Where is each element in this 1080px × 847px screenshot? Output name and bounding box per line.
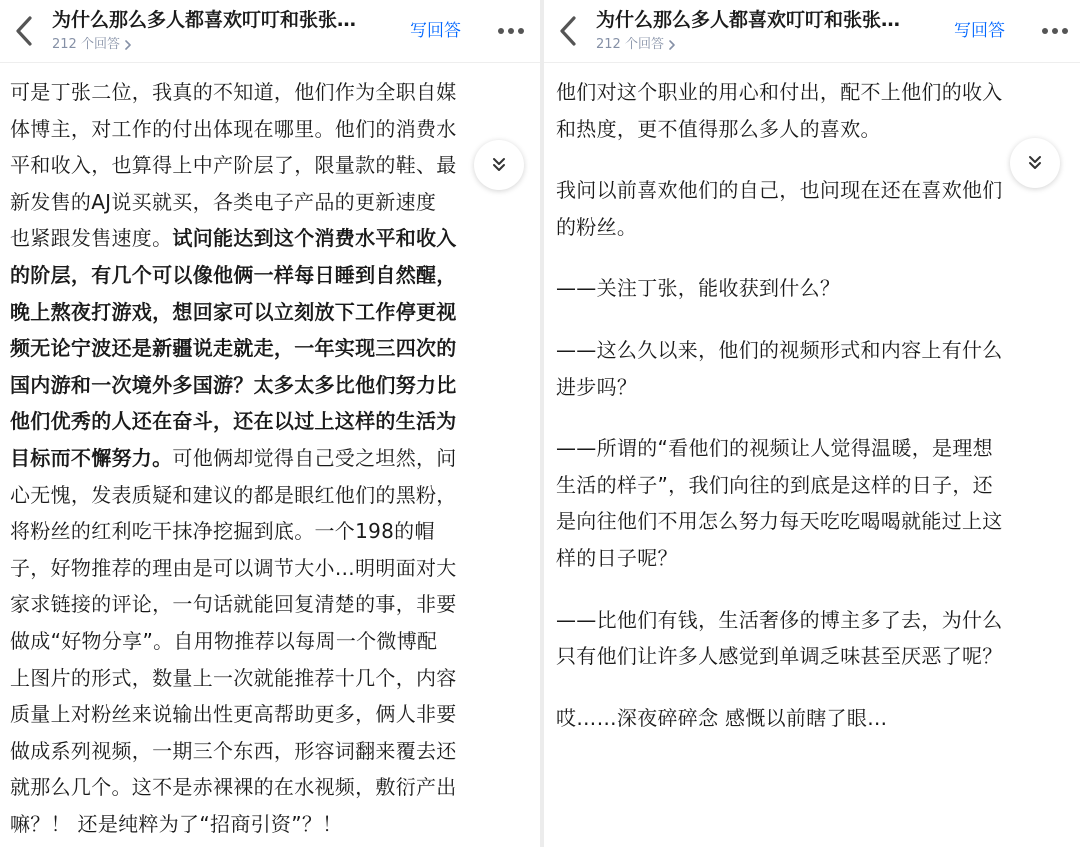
- question-title: 为什么那么多人都喜欢叮叮和张张…: [596, 9, 901, 31]
- answer-line: 将粉丝的红利吃干抹净挖掘到底。一个198的帽: [10, 519, 435, 544]
- double-chevron-down-icon: [490, 156, 508, 174]
- back-button[interactable]: [556, 14, 580, 48]
- more-button[interactable]: [493, 19, 529, 43]
- answer-line: 质量上对粉丝来说输出性更高帮助更多，俩人非要: [10, 702, 457, 727]
- write-answer-button[interactable]: 写回答: [954, 21, 1005, 41]
- answer-count: 212 个回答: [596, 37, 664, 52]
- answer-line: 他们优秀的人还在奋斗，还在以过上这样的生活为: [10, 409, 457, 434]
- answer-line: 嘛？！ 还是纯粹为了“招商引资”？！: [10, 811, 343, 836]
- answer-content: [10, 74, 457, 842]
- more-dots-icon: [1037, 19, 1073, 43]
- answer-line: ——关注丁张，能收获到什么？: [556, 276, 841, 301]
- answer-line: 做成系列视频，一期三个东西，形容词翻来覆去还: [10, 738, 457, 763]
- collapse-expand-button[interactable]: [474, 140, 524, 190]
- answer-line: 和热度，更不值得那么多人的喜欢。: [556, 116, 881, 141]
- answer-line: [10, 220, 457, 257]
- more-dots-icon: [493, 19, 529, 43]
- answer-line: 的粉丝。: [556, 214, 638, 239]
- chevron-left-icon: [556, 14, 580, 48]
- answer-line: 国内游和一次境外多国游？太多太多比他们努力比: [10, 372, 457, 397]
- answer-line: 平和收入，也算得上中产阶层了，限量款的鞋、最: [10, 153, 457, 178]
- top-bar: [0, 0, 540, 63]
- answer-line: 是向往他们不用怎么努力每天吃吃喝喝就能过上这: [556, 509, 1003, 534]
- question-title-block[interactable]: [596, 8, 941, 53]
- answer-line: 晚上熬夜打游戏，想回家可以立刻放下工作停更视: [10, 299, 457, 324]
- question-title: 为什么那么多人都喜欢叮叮和张张…: [52, 9, 357, 31]
- answer-content: [556, 74, 1003, 736]
- answer-bold-text: 目标而不懈努力。: [10, 445, 173, 470]
- answer-line: ——这么久以来，他们的视频形式和内容上有什么: [556, 337, 1003, 362]
- right-screen: [544, 0, 1080, 847]
- answer-count: 212 个回答: [52, 37, 120, 52]
- answer-line: 上图片的形式，数量上一次就能推荐十几个，内容: [10, 665, 457, 690]
- answer-line: 样的日子呢？: [556, 545, 678, 570]
- answer-line: 哎……深夜碎碎念 感慨以前瞎了眼…: [556, 705, 888, 730]
- answer-count-link[interactable]: [596, 37, 676, 53]
- answer-line: 生活的样子”，我们向往的到底是这样的日子，还: [556, 472, 993, 497]
- answer-line: 频无论宁波还是新疆说走就走，一年实现三四次的: [10, 336, 457, 361]
- back-button[interactable]: [12, 14, 36, 48]
- chevron-right-icon: [668, 39, 676, 51]
- chevron-right-icon: [124, 39, 132, 51]
- top-bar: [544, 0, 1080, 63]
- answer-line: 他们对这个职业的用心和付出，配不上他们的收入: [556, 80, 1003, 104]
- answer-line: 体博主，对工作的付出体现在哪里。他们的消费水: [10, 116, 457, 141]
- answer-line: 我问以前喜欢他们的自己，也问现在还在喜欢他们: [556, 178, 1003, 203]
- answer-line: 家求链接的评论，一句话就能回复清楚的事，非要: [10, 592, 457, 617]
- chevron-left-icon: [12, 14, 36, 48]
- double-chevron-down-icon: [1026, 154, 1044, 172]
- answer-line: 可是丁张二位，我真的不知道，他们作为全职自媒: [10, 80, 457, 104]
- answer-line: 新发售的AJ说买就买，各类电子产品的更新速度: [10, 189, 437, 214]
- answer-line: 做成“好物分享”。自用物推荐以每周一个微博配: [10, 628, 438, 653]
- answer-line: ——比他们有钱，生活奢侈的博主多了去，为什么: [556, 607, 1003, 632]
- answer-line: 进步吗？: [556, 374, 638, 399]
- answer-line: 子，好物推荐的理由是可以调节大小…明明面对大: [10, 555, 457, 580]
- answer-line: ——所谓的“看他们的视频让人觉得温暖，是理想: [556, 436, 993, 461]
- write-answer-button[interactable]: 写回答: [410, 21, 461, 41]
- collapse-expand-button[interactable]: [1010, 138, 1060, 188]
- answer-line: 就那么几个。这不是赤裸裸的在水视频，敷衍产出: [10, 775, 457, 800]
- answer-line: 只有他们让许多人感觉到单调乏味甚至厌恶了呢？: [556, 644, 1003, 669]
- answer-line: 的阶层，有几个可以像他俩一样每日睡到自然醒，: [10, 262, 457, 287]
- question-title-block[interactable]: [52, 8, 397, 53]
- answer-line: [10, 440, 457, 477]
- answer-count-link[interactable]: [52, 37, 132, 53]
- more-button[interactable]: [1037, 19, 1073, 43]
- answer-line: 心无愧，发表质疑和建议的都是眼红他们的黑粉，: [10, 482, 457, 507]
- answer-bold-text: 试问能达到这个消费水平和收入: [172, 226, 457, 251]
- answer-text: 也紧跟发售速度。: [10, 226, 173, 251]
- answer-text: 可他俩却觉得自己受之坦然，问: [172, 445, 457, 470]
